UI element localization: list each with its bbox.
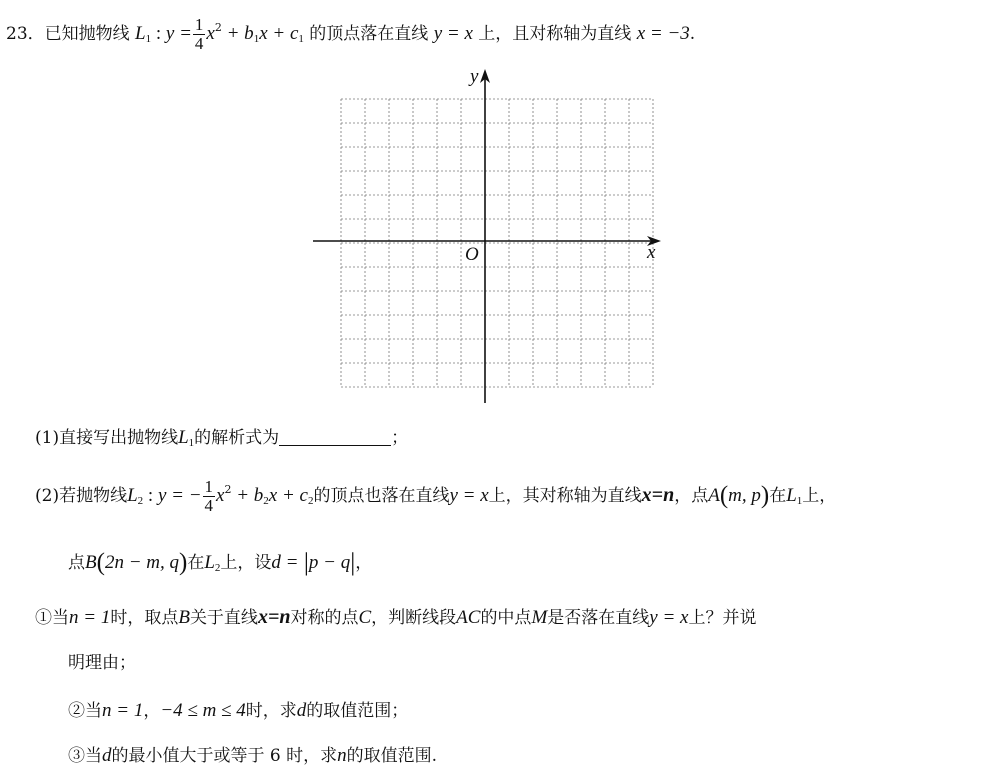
curve-label: $L_2$ [127,485,144,507]
fraction-one-quarter: $\frac{1}{4}$ [194,15,204,53]
intro-text-3: 上，且对称轴为直线 [478,24,632,44]
c1-term: $x + c_1$ [259,23,304,45]
subquestion-3: ③当d的最小值大于或等于 6 时，求n的取值范围. [68,745,438,766]
origin-label: O [465,244,479,265]
answer-blank[interactable] [279,429,391,446]
problem-statement: 23．已知抛物线 $L_1$ : y = $\frac{1}{4}$ $x^2 + b_1x + c_1$ 的顶点落在直线 y = x 上，且对称轴为直线 x = −3. [6,15,696,53]
y-equals: y = [165,23,192,44]
intro-text-2: 的顶点落在直线 [309,24,429,44]
subquestion-1: ①当n = 1时，取点B关于直线x=n对称的点C，判断线段AC的中点M是否落在直线y = x上？并说 [35,606,757,628]
intro-text-1: 已知抛物线 [44,24,130,44]
problem-number: 23． [6,24,45,44]
curve-label: $L_1$ [135,23,152,45]
curve-label: $L_1$ [178,427,195,449]
point-a: A [708,485,720,506]
subquestion-1-cont: 明理由； [68,653,136,673]
subquestion-2: ②当n = 1，−4 ≤ m ≤ 4时，求d的取值范围； [68,700,409,721]
axis-equation: x=n [641,484,675,506]
point-b: B [85,552,97,573]
grid-lines [341,99,653,387]
b1-term: + $b_1$ [221,23,260,45]
part2-question-cont: 点B(2n − m, q)在$L_2$上，设d = |p − q|， [68,549,373,576]
y-axis-label: y [470,66,479,87]
part1-question: (1)直接写出抛物线$L_1$的解析式为 ； [35,427,409,449]
part2-question: (2)若抛物线$L_2$ : y = − $\frac{1}{4}$ $x^2 + b_2x + c_2$的顶点也落在直线y = x上，其对称轴为直线x=n，点A(m, p)在$L_1$上， [35,477,837,515]
m-range: −4 ≤ m ≤ 4 [160,700,246,721]
symmetry-axis: x = −3 [636,23,690,44]
line-y-eq-x: y = x [433,23,473,44]
fraction-one-quarter: $\frac{1}{4}$ [204,477,214,515]
abs-expression: p − q [308,552,351,573]
x-axis-label: x [647,242,656,263]
